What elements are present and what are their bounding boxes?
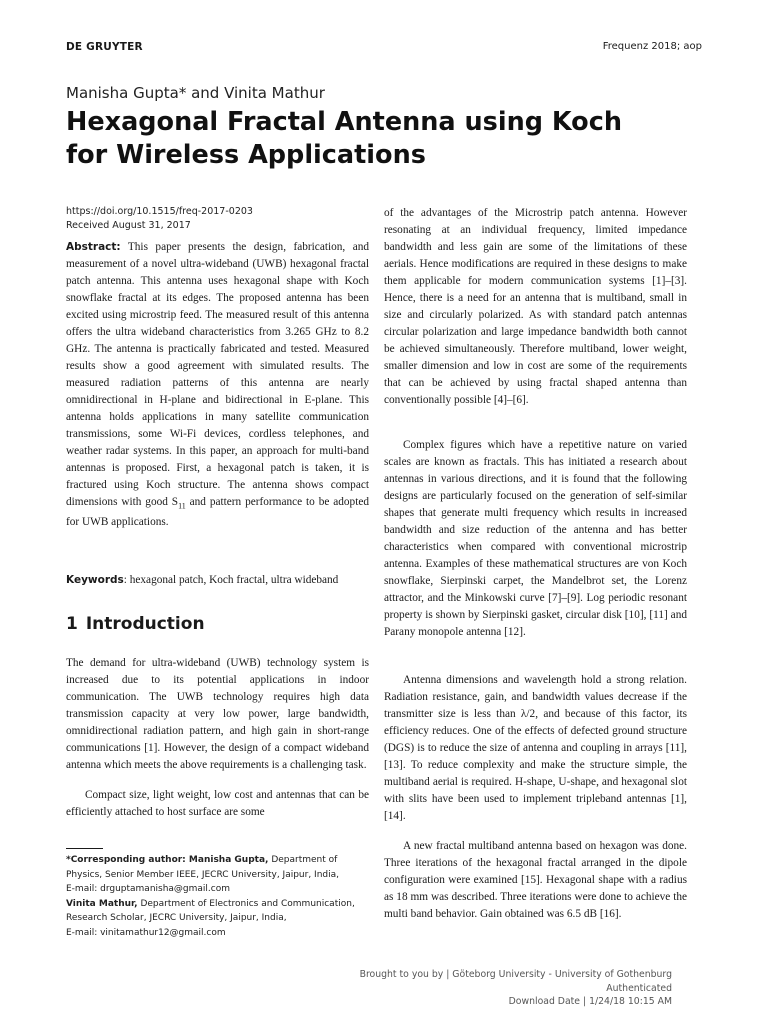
- footnote-text: Department of Electronics and Communication, Research Scholar, JECRC University, Jaipur, India,: [66, 898, 355, 923]
- article-meta: [66, 205, 253, 232]
- footnote-label: Vinita Mathur,: [66, 898, 138, 909]
- paper-title: Hexagonal Fractal Antenna using Koch for Wireless Applications: [66, 107, 622, 170]
- intro-paragraph: Compact size, light weight, low cost and antennas that can be efficiently attached to host surface are some: [66, 789, 369, 818]
- received-date: Received August 31, 2017: [66, 219, 191, 231]
- abstract-text-b: and pattern performance to be adopted for UWB applications.: [66, 496, 369, 529]
- abstract-label: Abstract:: [66, 241, 121, 253]
- footnote-label: *Corresponding author: Manisha Gupta,: [66, 855, 269, 865]
- body-paragraph: A new fractal multiband antenna based on hexagon was done. Three iterations of the hexagonal fractal arranged in the dipole configuration were examined [15]. Hexagonal shape with a radius as 18 mm was described. Three iterations were done to achieve the multi band behavior. Gain obtained was 6.5 dB [16].: [384, 840, 687, 920]
- intro-paragraph: The demand for ultra-wideband (UWB) technology system is increased due to its potential applications in indoor communication. The UWB technology requires high data transmission capacity at very low power, large bandwidth, omnidirectional radiation pattern, and high gain in short-range communications [1]. However, the design of a compact wideband antenna which meets the above requirements is a challenging task.: [66, 657, 369, 771]
- body-paragraph: Complex figures which have a repetitive nature on varied scales are known as fractals. This has initiated a research about antennas in various directions, and it is found that the following designs are particularly focused on the generation of self-similar shapes that generate multi frequency which results in increased bandwidth and size reduction of the antenna and has better characteristics when compared with conventional microstrip antenna. Examples of these mathematical structures are von Koch snowflake, Sierpinski carpet, the Mandelbrot set, the Lorenz attractor, and the Minkowski curve [7]–[9]. Log periodic resonant property is shown by Sierpinski gasket, circular disk [10], [11] and Parany monopole antenna [12].: [384, 439, 687, 638]
- publisher-name: DE GRUYTER: [66, 41, 143, 53]
- body-paragraph: of the advantages of the Microstrip patch antenna. However resonating at an individual frequency, limited impedance bandwidth and less gain are some of the limitations of these aerials. Hence modifications are required in these designs to make them applicable for modern communication systems [1]–[3]. Hence, there is a need for an antenna that is multiband, small in size and circularly polarized. As with standard patch antennas circular polarization and large impedance bandwidth both cannot be achieved simultaneously. Therefore multiband, lower weight, smaller dimension and low in cost are some of the requirements that can be achieved by using fractal shaped antenna than conventionally possible [4]–[6].: [384, 207, 687, 406]
- keywords-text: : hexagonal patch, Koch fractal, ultra wideband: [123, 574, 339, 586]
- abstract-text-a: This paper presents the design, fabrication, and measurement of a novel ultra-wideband (UWB) hexagonal fractal patch antenna. This antenna uses hexagonal shape with Koch snowflake fractal at its edges. The proposed antenna has been excited using microstrip feed. The measured result of this antenna offers the ultra wideband characteristics from 3.265 GHz to 8.2 GHz. The antenna is practically fabricated and tested. Measured results show a good agreement with simulated results. The measured radiation patterns of this antenna are nearly omnidirectional in H-plane and bidirectional in E-plane. This antenna holds applications in many satellite communication transmissions, some Wi-Fi devices, cordless telephones, and weather radar systems. In this paper, an approach for multi-band antennas is proposed. First, a hexagonal patch is taken, it is fractured using Koch structure. The antenna shows compact dimensions with good S: [66, 241, 369, 508]
- footer-auth: Authenticated: [606, 982, 672, 994]
- keywords-label: Keywords: [66, 574, 124, 586]
- download-footer: [342, 968, 672, 1009]
- author-footnote: [66, 853, 371, 940]
- footer-provider: Brought to you by | Göteborg University - University of Gothenburg: [359, 969, 672, 980]
- footer-download-date: Download Date | 1/24/18 10:15 AM: [508, 996, 672, 1007]
- second-author: [66, 897, 371, 926]
- section-heading: [66, 614, 205, 634]
- body-paragraph: Antenna dimensions and wavelength hold a strong relation. Radiation resistance, gain, and bandwidth values decrease if the transmitter size is less than λ/2, and because of this factor, its efficiency reduces. One of the effects of defected ground structure (DGS) is to reduce the size of antenna and coupling in arrays [11], [13]. To reduce complexity and make the structure simple, the multiband aerial is required. H-shape, U-shape, and hexagonal slot with slits have been used to implement tripleband antennas [1], [14].: [384, 674, 687, 822]
- section-number: 1: [66, 614, 78, 634]
- abstract: [66, 239, 369, 531]
- journal-info: Frequenz 2018; aop: [602, 41, 702, 52]
- keywords: [66, 572, 369, 589]
- footnote-divider: [66, 848, 103, 849]
- second-author-email[interactable]: E-mail: vinitamathur12@gmail.com: [66, 927, 226, 938]
- doi-link[interactable]: https://doi.org/10.1515/freq-2017-0203: [66, 206, 253, 217]
- corresponding-email[interactable]: E-mail: drguptamanisha@gmail.com: [66, 884, 231, 894]
- author-line: Manisha Gupta* and Vinita Mathur: [66, 84, 325, 102]
- footnote-text: Department of Physics, Senior Member IEEE, JECRC University, Jaipur, India,: [66, 855, 339, 880]
- abstract-subscript: 11: [178, 501, 186, 511]
- section-title: Introduction: [85, 614, 205, 634]
- corresponding-author: [66, 853, 371, 882]
